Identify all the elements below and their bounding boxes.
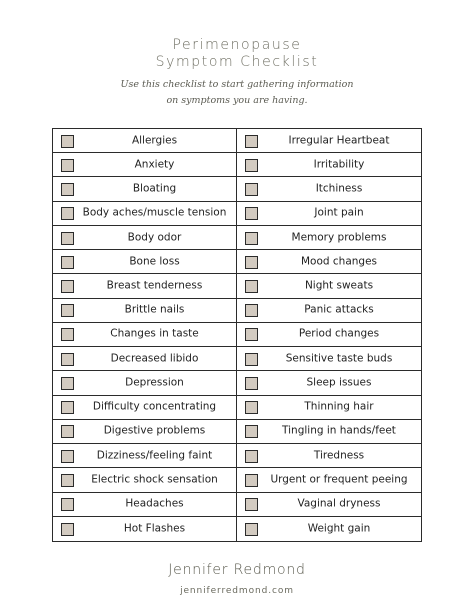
checklist-item-right [237,129,421,153]
checklist-item-right [237,347,421,371]
checkbox[interactable] [245,159,258,172]
checklist-item-left [53,517,237,541]
checkbox[interactable] [61,183,74,196]
checklist-item-label: Digestive problems [103,424,206,437]
checklist-item-label: Allergies [131,134,178,147]
checkbox[interactable] [61,498,74,511]
checkbox[interactable] [245,328,258,341]
checklist-item-left [53,177,237,201]
checklist-item-right [237,468,421,492]
checkbox[interactable] [245,232,258,245]
checklist-item-label: Electric shock sensation [91,473,218,486]
checkbox[interactable] [61,232,74,245]
checklist-item-label: Vaginal dryness [297,497,381,510]
checklist-item-label: Thinning hair [304,400,374,413]
checkbox[interactable] [61,328,74,341]
checklist-item-label: Anxiety [134,158,175,171]
checklist-item-label: Urgent or frequent peeing [270,473,408,486]
checklist-item-left [53,420,237,444]
checklist-item-label: Body aches/muscle tension [82,206,227,219]
checklist-item-label: Mood changes [300,255,378,268]
checklist-item-right [237,517,421,541]
checklist-item-label: Period changes [298,327,380,340]
checklist-item-right [237,202,421,226]
checklist-item-left [53,153,237,177]
checkbox[interactable] [245,425,258,438]
checkbox[interactable] [245,183,258,196]
checklist-item-label: Bloating [132,182,177,195]
checklist-item-left [53,444,237,468]
checkbox[interactable] [61,401,74,414]
checklist-item-left [53,226,237,250]
checklist-item-label: Tingling in hands/feet [282,424,396,437]
footer-author-name: Jennifer Redmond [168,562,306,578]
checkbox[interactable] [245,353,258,366]
checkbox[interactable] [245,498,258,511]
checkbox[interactable] [61,450,74,463]
checklist-item-label: Bone loss [129,255,180,268]
checkbox[interactable] [61,474,74,487]
checkbox[interactable] [61,523,74,536]
checklist-item-left [53,299,237,323]
checklist-item-right [237,444,421,468]
checklist-item-label: Weight gain [307,522,371,535]
checklist-item-right [237,153,421,177]
checklist-item-left [53,371,237,395]
checkbox[interactable] [61,135,74,148]
checklist-item-label: Tiredness [313,449,365,462]
checklist-item-left [53,396,237,420]
checklist-item-label: Depression [125,376,184,389]
checklist-item-right [237,396,421,420]
checklist-item-label: Memory problems [291,230,387,243]
subtitle-line2: on symptoms you are having. [166,95,308,106]
checkbox[interactable] [61,280,74,293]
checklist-item-left [53,493,237,517]
checklist-item-label: Sensitive taste buds [285,352,393,365]
checklist-item-right [237,493,421,517]
checkbox[interactable] [245,377,258,390]
checkbox[interactable] [245,474,258,487]
checkbox[interactable] [61,425,74,438]
checkbox[interactable] [245,207,258,220]
checklist-item-label: Night sweats [304,279,374,292]
checklist-item-left [53,468,237,492]
checklist-item-label: Headaches [125,497,184,510]
checkbox[interactable] [61,353,74,366]
checklist-item-label: Joint pain [314,206,364,219]
checklist-item-label: Itchiness [315,182,363,195]
checklist-item-label: Decreased libido [110,352,199,365]
checklist-item-left [53,347,237,371]
checklist-item-right [237,420,421,444]
checkbox[interactable] [245,450,258,463]
checkbox[interactable] [61,207,74,220]
checklist-item-label: Irregular Heartbeat [288,134,390,147]
checklist-item-label: Breast tenderness [106,279,203,292]
checklist-item-label: Brittle nails [124,303,185,316]
footer-website-url: jenniferredmond.com [180,586,294,596]
checklist-item-label: Dizziness/feeling faint [96,449,213,462]
checklist-item-left [53,129,237,153]
checkbox[interactable] [61,304,74,317]
checklist-item-right [237,323,421,347]
checkbox[interactable] [245,256,258,269]
checklist-item-right [237,299,421,323]
checklist-item-label: Hot Flashes [123,522,186,535]
page-title-line1: Perimenopause [172,37,302,53]
symptom-checklist-table [52,128,422,542]
checkbox[interactable] [245,523,258,536]
checklist-item-right [237,371,421,395]
checklist-item-right [237,177,421,201]
checklist-item-label: Changes in taste [110,327,199,340]
checklist-item-left [53,202,237,226]
checklist-item-label: Panic attacks [304,303,374,316]
checklist-item-label: Difficulty concentrating [92,400,217,413]
checkbox[interactable] [61,377,74,390]
page-title-line2: Symptom Checklist [155,54,319,70]
checkbox[interactable] [245,280,258,293]
checklist-item-right [237,274,421,298]
checklist-item-label: Irritability [313,158,365,171]
checklist-item-left [53,274,237,298]
checkbox[interactable] [245,304,258,317]
checkbox[interactable] [245,401,258,414]
checklist-item-left [53,250,237,274]
checklist-item-right [237,250,421,274]
checkbox[interactable] [61,159,74,172]
checklist-item-label: Body odor [127,230,182,243]
checklist-item-left [53,323,237,347]
checklist-item-right [237,226,421,250]
checkbox[interactable] [245,135,258,148]
checkbox[interactable] [61,256,74,269]
checklist-item-label: Sleep issues [306,376,372,389]
subtitle-line1: Use this checklist to start gathering information [120,79,354,90]
